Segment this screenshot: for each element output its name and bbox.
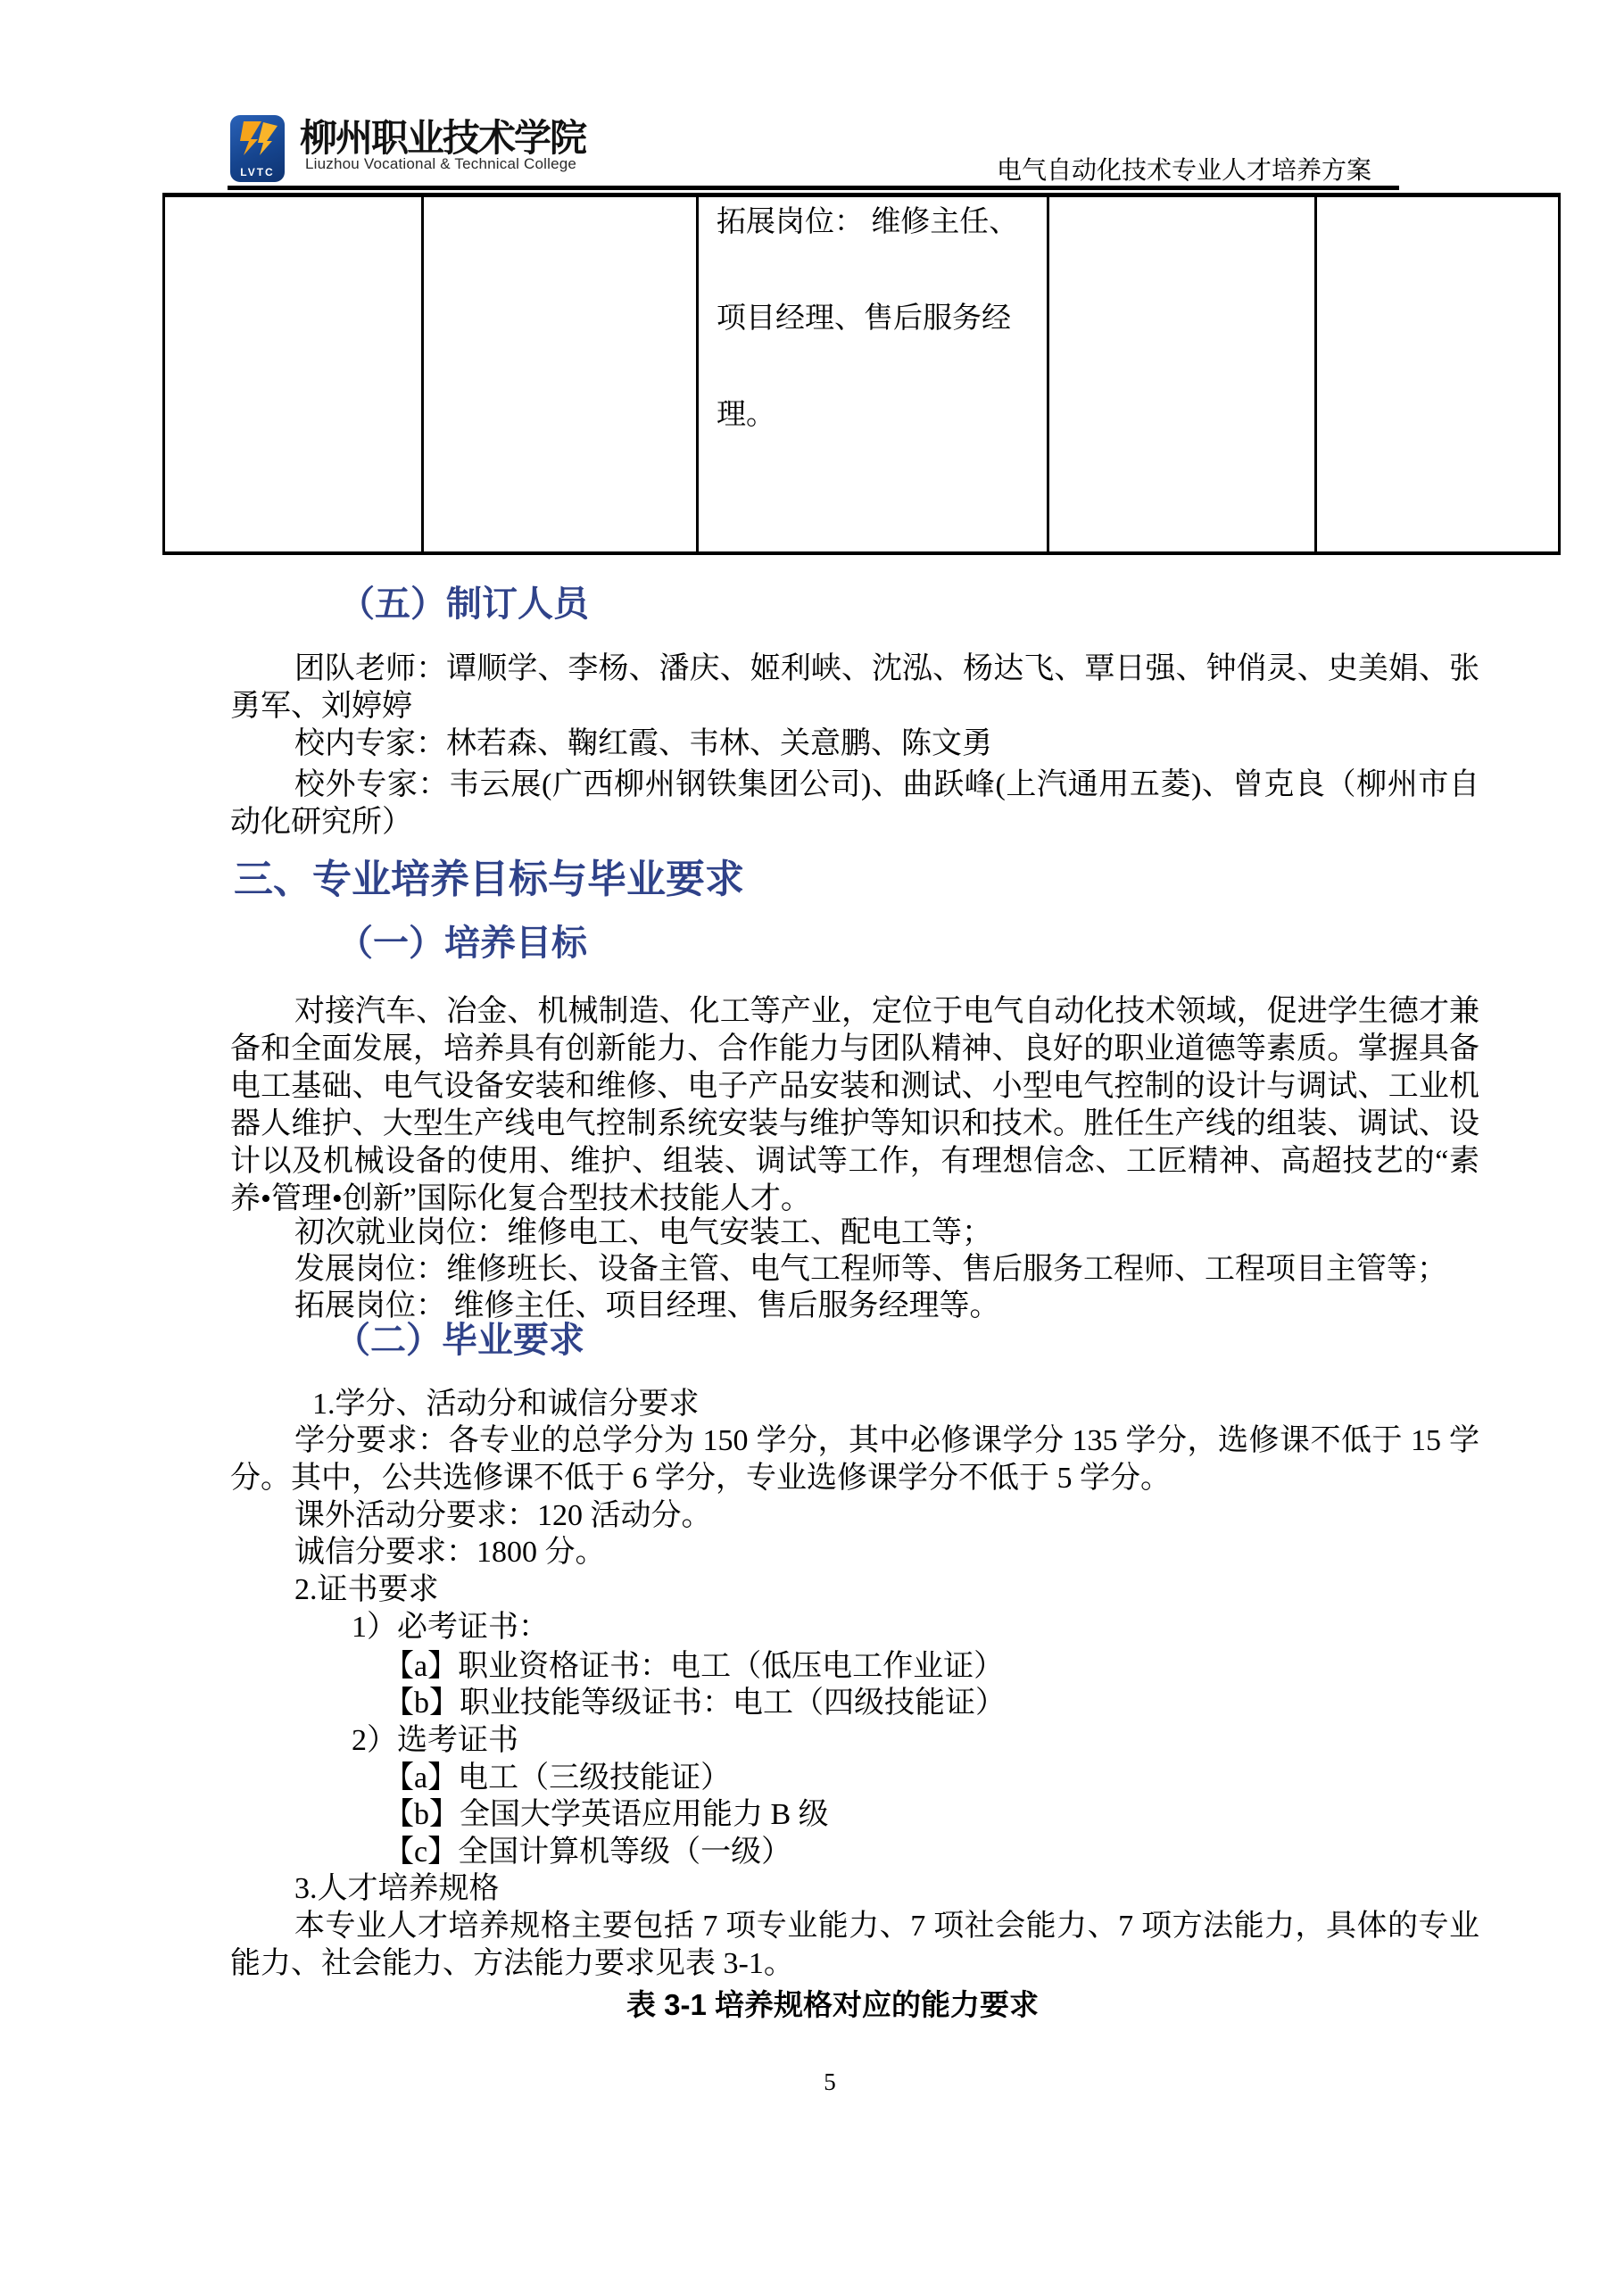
section-3-heading: 三、专业培养目标与毕业要求 [234,858,744,901]
optional-certificate-b: 【b】全国大学英语应用能力 B 级 [384,1798,829,1831]
page-number: 5 [824,2068,836,2095]
talent-spec-paragraph: 本专业人才培养规格主要包括 7 项专业能力、7 项社会能力、7 项方法能力，具体的专业能力、社会能力、方法能力要求见表 3-1。 [230,1910,1479,1980]
logo-lightning-icon [236,120,279,159]
header-doc-title: 电气自动化技术专业人才培养方案 [996,157,1371,185]
table-3-1-caption: 表 3-1 培养规格对应的能力要求 [626,1988,1040,2021]
team-teachers-paragraph: 团队老师：谭顺学、李杨、潘庆、姬利峡、沈泓、杨达飞、覃日强、钟俏灵、史美娟、张勇军、刘婷婷 [230,652,1479,723]
college-name-en: Liuzhou Vocational & Technical College [305,155,577,172]
jobs-development-line: 发展岗位：维修班长、设备主管、电气工程师等、售后服务工程师、工程项目主管等； [294,1253,1447,1286]
college-name-zh: 柳州职业技术学院 [300,119,586,160]
credit-requirement-title: 1.学分、活动分和诚信分要求 [312,1388,700,1421]
table-cell-1 [165,197,424,551]
integrity-score-line: 诚信分要求：1800 分。 [294,1536,606,1569]
activity-score-line: 课外活动分要求：120 活动分。 [294,1499,712,1532]
section-3-2-heading: （二）毕业要求 [335,1321,584,1360]
talent-spec-title: 3.人才培养规格 [294,1872,500,1905]
table-cell-3 [699,197,1049,551]
required-certificate-b: 【b】职业技能等级证书：电工（四级技能证） [384,1687,1006,1720]
content-table [162,193,1561,555]
section-3-1-heading: （一）培养目标 [337,924,587,963]
table-cell-2 [424,197,699,551]
table-cell-text: 拓展岗位： 维修主任、项目经理、售后服务经理。 [717,206,1019,431]
college-logo [230,115,285,182]
table-cell-4 [1049,197,1317,551]
required-certificates-title: 1）必考证书： [352,1611,549,1644]
internal-experts-line: 校内专家：林若森、鞠红霞、韦林、关意鹏、陈文勇 [294,727,992,760]
logo-lvtc-label: LVTC [240,166,275,178]
optional-certificates-title: 2）选考证书 [352,1724,518,1757]
required-certificate-a: 【a】职业资格证书：电工（低压电工作业证） [384,1650,1005,1683]
training-objective-paragraph: 对接汽车、冶金、机械制造、化工等产业，定位于电气自动化技术领域，促进学生德才兼备和全面发展，培养具有创新能力、合作能力与团队精神、良好的职业道德等素质。掌握具备电工基础、电气设备安装和维修、电子产品安装和测试、小型电气控制的设计与调试、工业机器人维护、大型生产线电气控制系统安装与维护等知识和技术。胜任生产线的组装、调试、设计以及机械设备的使用、维护、组装、调试等工作，有理想信念、工匠精神、高超技艺的“素养•管理•创新”国际化复合型技术技能人才。 [230,995,1479,1215]
jobs-extension-line: 拓展岗位： 维修主任、项目经理、售后服务经理等。 [294,1289,1000,1322]
section-5-heading: （五）制订人员 [339,584,589,624]
optional-certificate-c: 【c】全国计算机等级（一级） [384,1836,792,1869]
table-cell-5 [1317,197,1558,551]
jobs-initial-line: 初次就业岗位：维修电工、电气安装工、配电工等； [294,1216,992,1249]
external-experts-paragraph: 校外专家：韦云展(广西柳州钢铁集团公司)、曲跃峰(上汽通用五菱)、曾克良（柳州市自动化研究所） [230,768,1479,839]
credit-requirement-detail: 学分要求：各专业的总学分为 150 学分，其中必修课学分 135 学分，选修课不低于 15 学分。其中，公共选修课不低于 6 学分，专业选修课学分不低于 5 学分。 [230,1424,1479,1495]
certificate-requirement-title: 2.证书要求 [294,1573,439,1606]
optional-certificate-a: 【a】电工（三级技能证） [384,1761,732,1795]
